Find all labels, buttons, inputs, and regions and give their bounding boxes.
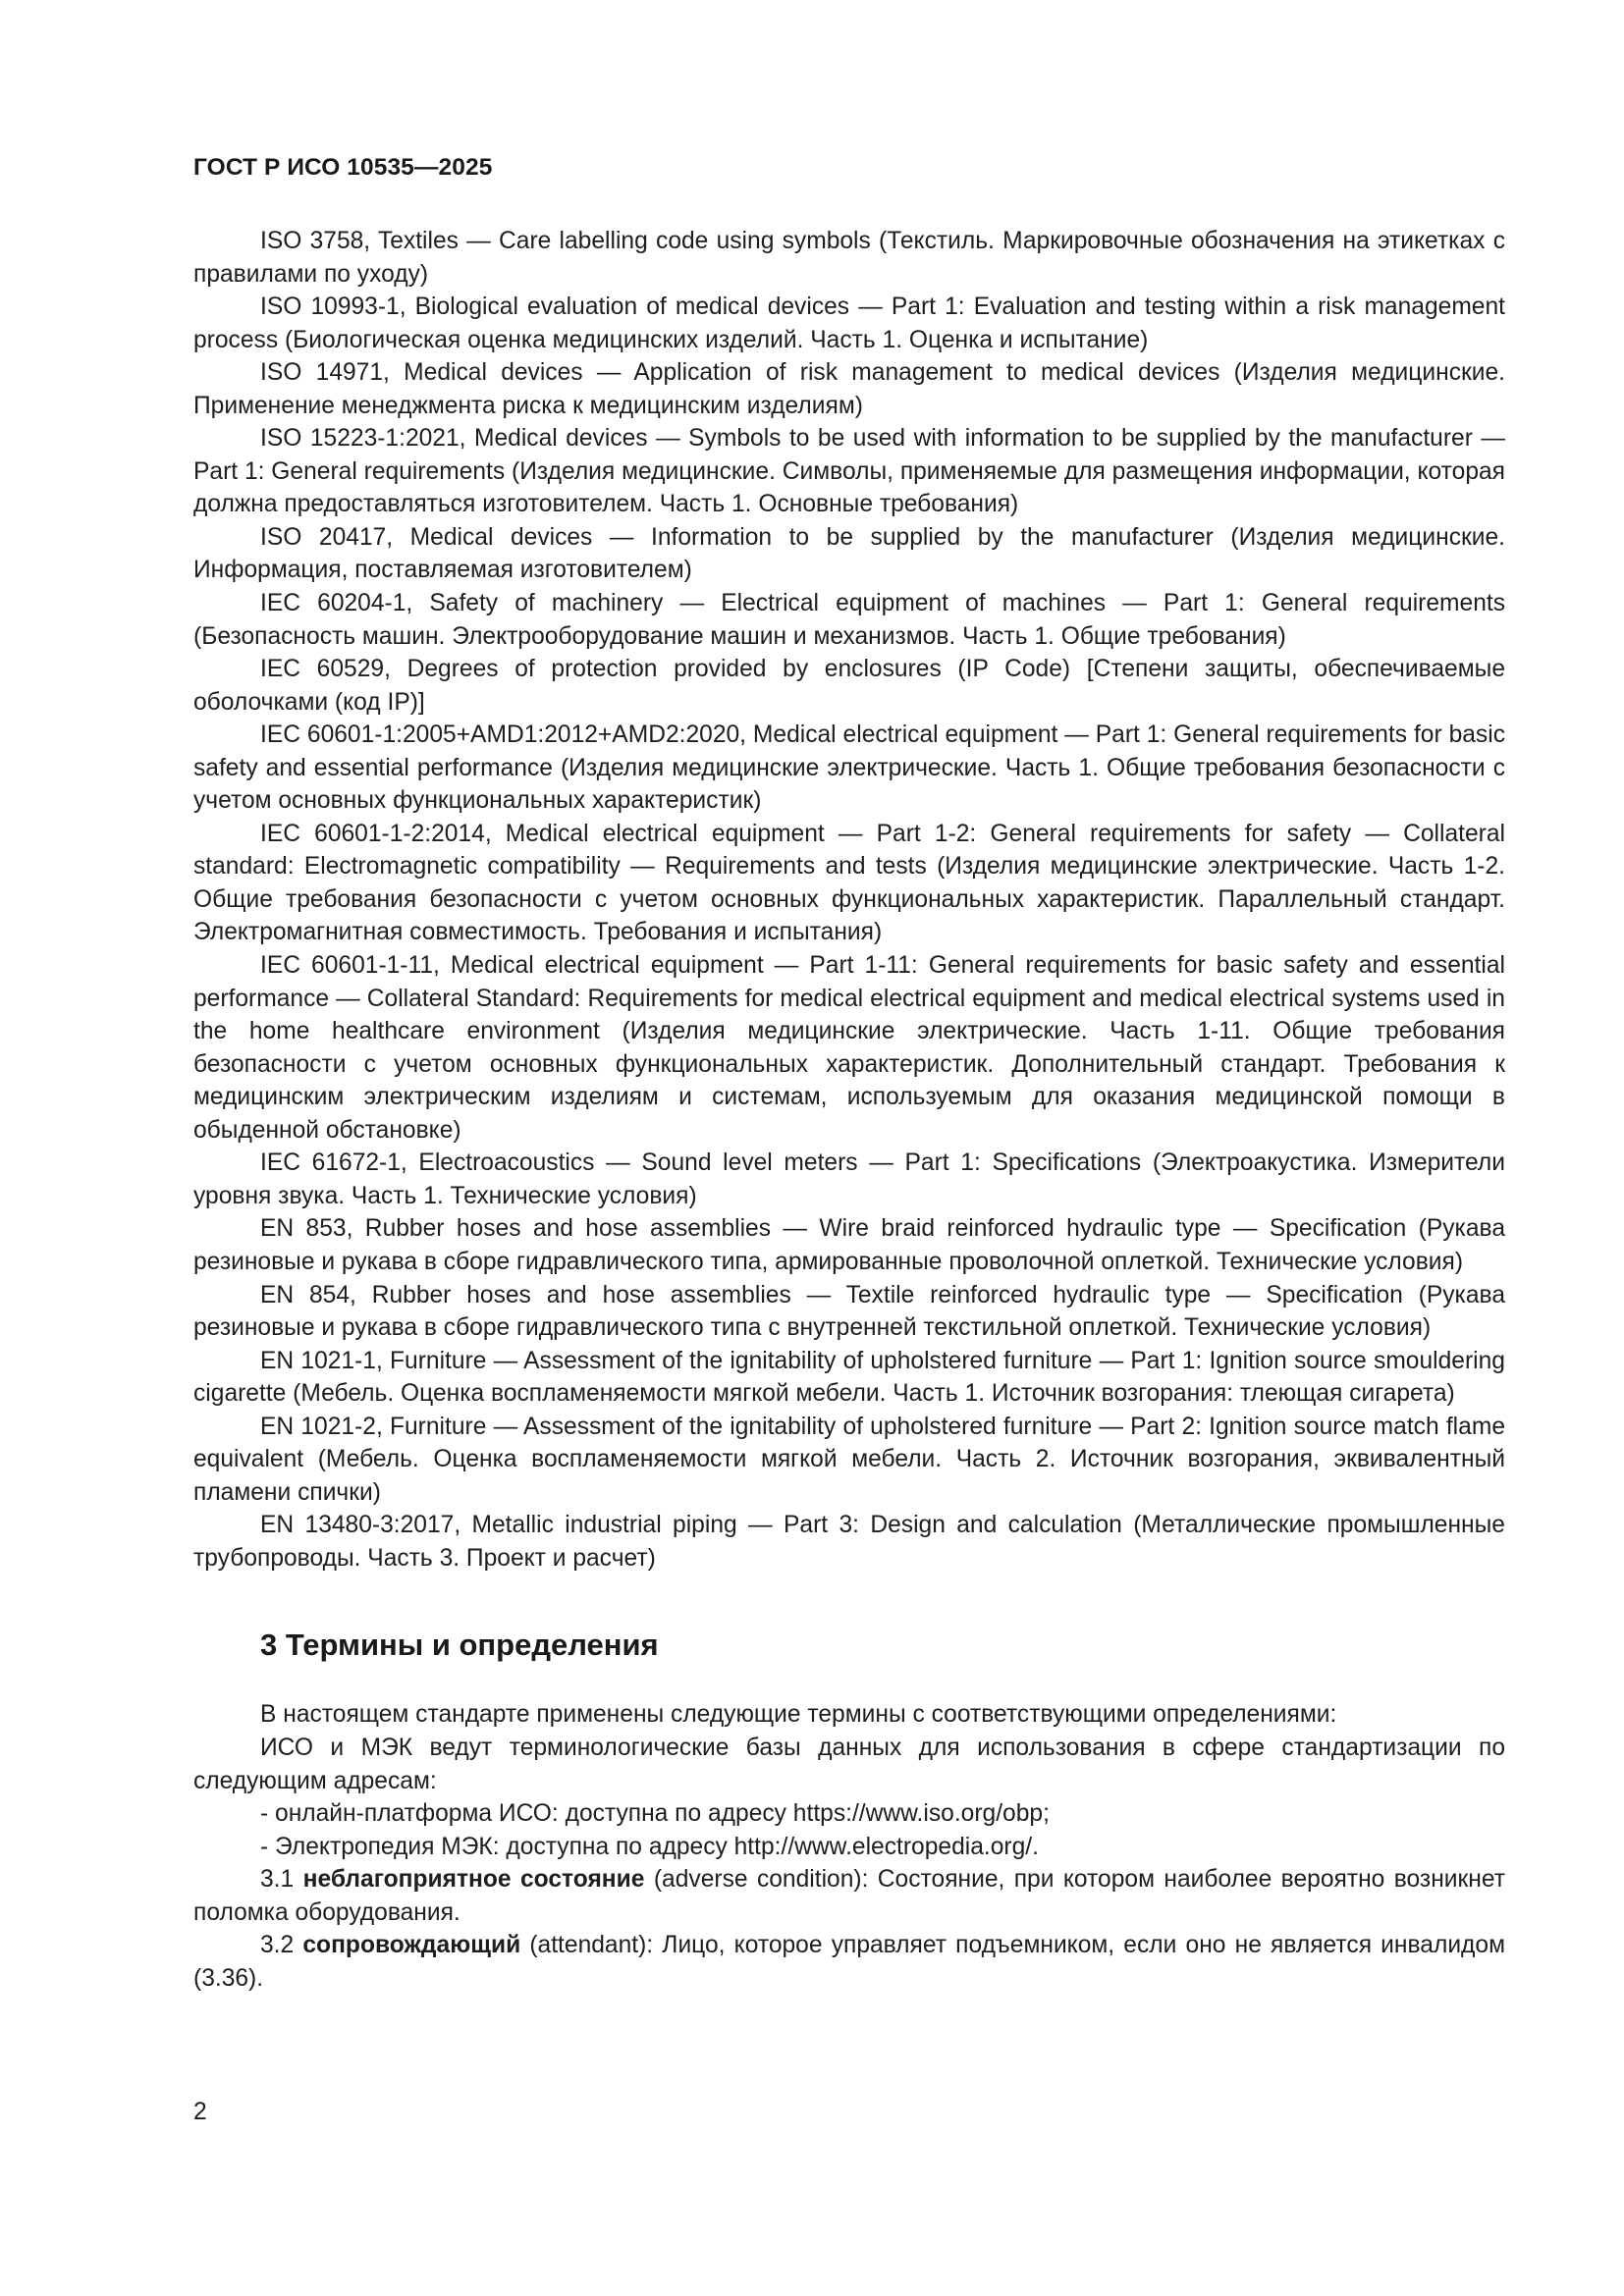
reference-item: EN 13480-3:2017, Metallic industrial piping — Part 3: Design and calculation (Металлические промышленные трубопроводы. Часть 3. Проект и расчет) [193, 1512, 1505, 1572]
page-number: 2 [193, 2099, 207, 2125]
reference-item: EN 1021-1, Furniture — Assessment of the ignitability of upholstered furniture — Part 1: Ignition source smouldering cigarette (Мебель. Оценка воспламеняемости мягкой мебели. Часть 1. Источник возгорания: тлеющая сигарета) [193, 1347, 1505, 1408]
reference-item: ISO 20417, Medical devices — Information to be supplied by the manufacturer (Изделия медицинские. Информация, поставляемая изготовителем) [193, 523, 1505, 584]
reference-item: EN 853, Rubber hoses and hose assemblies — Wire braid reinforced hydraulic type — Specification (Рукава резиновые и рукава в сборе гидравлического типа, армированные проволочной оплеткой. Технические условия) [193, 1215, 1505, 1275]
running-header: ГОСТ Р ИСО 10535—2025 [193, 154, 493, 181]
term-definition [193, 1929, 1505, 1995]
section-heading: 3 Термины и определения [260, 1628, 659, 1663]
reference-item: IEC 61672-1, Electroacoustics — Sound level meters — Part 1: Specifications (Электроакустика. Измерители уровня звука. Часть 1. Технические условия) [193, 1149, 1505, 1209]
section-terms-and-definitions [193, 1626, 1505, 1995]
reference-item: ISO 3758, Textiles — Care labelling code using symbols (Текстиль. Маркировочные обозначения на этикетках с правилами по уходу) [193, 228, 1505, 288]
database-link-iec: - Электропедия МЭК: доступна по адресу http://www.electropedia.org/. [260, 1833, 1039, 1860]
reference-item: IEC 60204-1, Safety of machinery — Electrical equipment of machines — Part 1: General requirements (Безопасность машин. Электрооборудование машин и механизмов. Часть 1. Общие требования) [193, 590, 1505, 650]
reference-item: ISO 14971, Medical devices — Application of risk management to medical devices (Изделия медицинские. Применение менеджмента риска к медицинским изделиям) [193, 359, 1505, 419]
term-number: 3.2 [260, 1932, 295, 1959]
term-definition [193, 1863, 1505, 1929]
reference-item: IEC 60601-1:2005+AMD1:2012+AMD2:2020, Medical electrical equipment — Part 1: General requirements for basic safety and essential performance (Изделия медицинские электрические. Часть 1. Общие требования безопасности с учетом основных функциональных характеристик) [193, 721, 1505, 815]
body-text [193, 225, 1505, 1995]
reference-item: EN 1021-2, Furniture — Assessment of the ignitability of upholstered furniture — Part 2: Ignition source match flame equivalent (Мебель. Оценка воспламеняемости мягкой мебели. Часть 2. Источник возгорания, эквивалентный пламени спички) [193, 1413, 1505, 1506]
section-intro: В настоящем стандарте применены следующие термины с соответствующими определениями: [260, 1701, 1337, 1729]
term-name: сопровождающий [302, 1932, 521, 1959]
term-text: (attendant): Лицо, которое управляет подъемником, если оно не является инвалидом (3.36). [193, 1932, 1505, 1992]
reference-item: EN 854, Rubber hoses and hose assemblies — Textile reinforced hydraulic type — Specification (Рукава резиновые и рукава в сборе гидравлического типа с внутренней текстильной оплеткой. Технические условия) [193, 1281, 1505, 1342]
reference-item: IEC 60601-1-2:2014, Medical electrical equipment — Part 1-2: General requirements for safety — Collateral standard: Electromagnetic compatibility — Requirements and tests (Изделия медицинские электрические. Часть 1-2. Общие требования безопасности с учетом основных функциональных характеристик. Параллельный стандарт. Электромагнитная совместимость. Требования и испытания) [193, 820, 1505, 946]
term-name: неблагоприятное состояние [302, 1866, 645, 1894]
reference-item: ISO 10993-1, Biological evaluation of medical devices — Part 1: Evaluation and testing within a risk management process (Биологическая оценка медицинских изделий. Часть 1. Оценка и испытание) [193, 294, 1505, 353]
normative-references-list [193, 225, 1505, 1575]
term-number: 3.1 [260, 1866, 295, 1894]
reference-item: ISO 15223-1:2021, Medical devices — Symbols to be used with information to be supplied by the manufacturer — Part 1: General requirements (Изделия медицинские. Символы, применяемые для размещения информации, которая должна предоставляться изготовителем. Часть 1. Основные требования) [193, 425, 1505, 518]
databases-intro: ИСО и МЭК ведут терминологические базы данных для использования в сфере стандартизации по следующим адресам: [193, 1734, 1505, 1794]
reference-item: IEC 60601-1-11, Medical electrical equipment — Part 1-11: General requirements for basic safety and essential performance — Collateral Standard: Requirements for medical electrical equipment and medical electrical systems used in the home healthcare environment (Изделия медицинские электрические. Часть 1-11. Общие требования безопасности с учетом основных функциональных характеристик. Дополнительный стандарт. Требования к медицинским электрическим изделиям и системам, используемым для оказания медицинской помощи в обыденной обстановке) [193, 952, 1505, 1144]
term-text: (adverse condition): Состояние, при котором наиболее вероятно возникнет поломка оборудования. [193, 1866, 1505, 1926]
database-link-iso: - онлайн-платформа ИСО: доступна по адресу https://www.iso.org/obp; [260, 1800, 1050, 1828]
reference-item: IEC 60529, Degrees of protection provided by enclosures (IP Code) [Степени защиты, обеспечиваемые оболочками (код IP)] [193, 656, 1505, 716]
